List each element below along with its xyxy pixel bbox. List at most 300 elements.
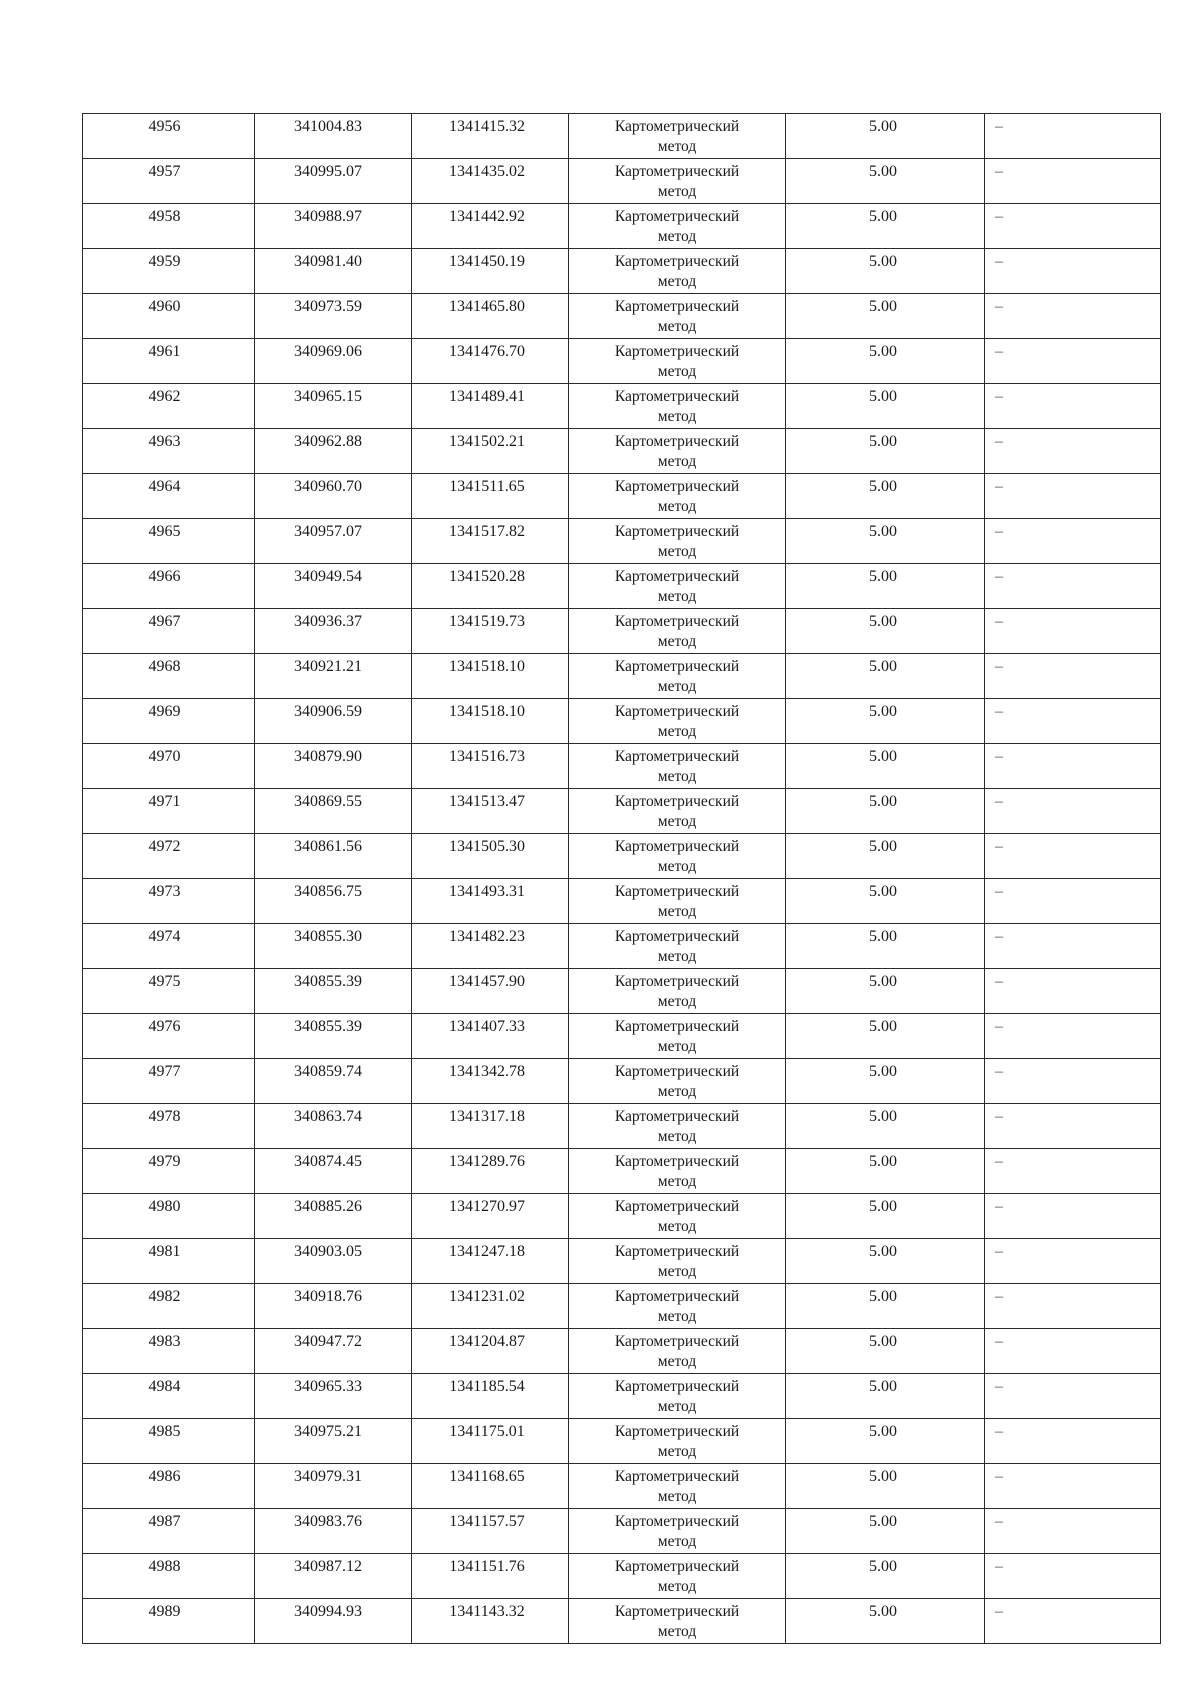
method-line-1: Картометрический bbox=[614, 388, 740, 405]
method-line-1: Картометрический bbox=[614, 568, 740, 585]
accuracy-cell: 5.00 bbox=[786, 1014, 985, 1059]
y-coordinate-cell: 1341511.65 bbox=[412, 474, 569, 519]
table-row bbox=[83, 879, 1161, 924]
description-cell: – bbox=[985, 519, 1161, 564]
method-line-1: Картометрический bbox=[614, 1108, 740, 1125]
method-line-2: метод bbox=[657, 723, 697, 740]
point-number-cell: 4966 bbox=[83, 564, 255, 609]
table-row bbox=[83, 474, 1161, 519]
method-line-2: метод bbox=[657, 768, 697, 785]
point-number-cell: 4983 bbox=[83, 1329, 255, 1374]
description-cell: – bbox=[985, 1464, 1161, 1509]
coordinates-table bbox=[82, 113, 1161, 1644]
description-cell: – bbox=[985, 1599, 1161, 1644]
accuracy-cell: 5.00 bbox=[786, 474, 985, 519]
point-number-cell: 4972 bbox=[83, 834, 255, 879]
point-number-cell: 4957 bbox=[83, 159, 255, 204]
y-coordinate-cell: 1341157.57 bbox=[412, 1509, 569, 1554]
description-cell: – bbox=[985, 384, 1161, 429]
y-coordinate-cell: 1341457.90 bbox=[412, 969, 569, 1014]
point-number-cell: 4974 bbox=[83, 924, 255, 969]
description-cell: – bbox=[985, 1149, 1161, 1194]
point-number-cell: 4985 bbox=[83, 1419, 255, 1464]
accuracy-cell: 5.00 bbox=[786, 924, 985, 969]
method-cell bbox=[569, 1464, 786, 1509]
y-coordinate-cell: 1341168.65 bbox=[412, 1464, 569, 1509]
method-line-1: Картометрический bbox=[614, 1198, 740, 1215]
accuracy-cell: 5.00 bbox=[786, 519, 985, 564]
method-line-2: метод bbox=[657, 633, 697, 650]
method-cell bbox=[569, 384, 786, 429]
table-row bbox=[83, 1419, 1161, 1464]
method-line-2: метод bbox=[657, 1308, 697, 1325]
x-coordinate-cell: 340874.45 bbox=[255, 1149, 412, 1194]
x-coordinate-cell: 340987.12 bbox=[255, 1554, 412, 1599]
x-coordinate-cell: 340969.06 bbox=[255, 339, 412, 384]
table-row bbox=[83, 699, 1161, 744]
description-cell: – bbox=[985, 294, 1161, 339]
method-cell bbox=[569, 1329, 786, 1374]
description-cell: – bbox=[985, 609, 1161, 654]
table-body bbox=[83, 114, 1161, 1644]
method-cell bbox=[569, 1239, 786, 1284]
method-line-2: метод bbox=[657, 228, 697, 245]
method-line-1: Картометрический bbox=[614, 793, 740, 810]
table-row bbox=[83, 1194, 1161, 1239]
y-coordinate-cell: 1341151.76 bbox=[412, 1554, 569, 1599]
y-coordinate-cell: 1341517.82 bbox=[412, 519, 569, 564]
accuracy-cell: 5.00 bbox=[786, 1509, 985, 1554]
method-line-1: Картометрический bbox=[614, 613, 740, 630]
point-number-cell: 4984 bbox=[83, 1374, 255, 1419]
x-coordinate-cell: 340981.40 bbox=[255, 249, 412, 294]
point-number-cell: 4962 bbox=[83, 384, 255, 429]
description-cell: – bbox=[985, 429, 1161, 474]
method-line-1: Картометрический bbox=[614, 163, 740, 180]
description-cell: – bbox=[985, 879, 1161, 924]
y-coordinate-cell: 1341407.33 bbox=[412, 1014, 569, 1059]
point-number-cell: 4982 bbox=[83, 1284, 255, 1329]
x-coordinate-cell: 340975.21 bbox=[255, 1419, 412, 1464]
method-line-2: метод bbox=[657, 1128, 697, 1145]
method-line-2: метод bbox=[657, 1083, 697, 1100]
point-number-cell: 4970 bbox=[83, 744, 255, 789]
method-cell bbox=[569, 1374, 786, 1419]
accuracy-cell: 5.00 bbox=[786, 1104, 985, 1149]
accuracy-cell: 5.00 bbox=[786, 1239, 985, 1284]
point-number-cell: 4988 bbox=[83, 1554, 255, 1599]
point-number-cell: 4977 bbox=[83, 1059, 255, 1104]
method-cell bbox=[569, 474, 786, 519]
accuracy-cell: 5.00 bbox=[786, 114, 985, 159]
accuracy-cell: 5.00 bbox=[786, 834, 985, 879]
table-row bbox=[83, 1464, 1161, 1509]
method-cell bbox=[569, 519, 786, 564]
description-cell: – bbox=[985, 1239, 1161, 1284]
point-number-cell: 4975 bbox=[83, 969, 255, 1014]
method-line-2: метод bbox=[657, 1353, 697, 1370]
x-coordinate-cell: 340855.39 bbox=[255, 969, 412, 1014]
method-line-2: метод bbox=[657, 1443, 697, 1460]
accuracy-cell: 5.00 bbox=[786, 1329, 985, 1374]
method-line-1: Картометрический bbox=[614, 928, 740, 945]
table-row bbox=[83, 294, 1161, 339]
table-row bbox=[83, 204, 1161, 249]
method-cell bbox=[569, 114, 786, 159]
point-number-cell: 4986 bbox=[83, 1464, 255, 1509]
x-coordinate-cell: 340983.76 bbox=[255, 1509, 412, 1554]
method-line-1: Картометрический bbox=[614, 433, 740, 450]
y-coordinate-cell: 1341518.10 bbox=[412, 699, 569, 744]
x-coordinate-cell: 340949.54 bbox=[255, 564, 412, 609]
y-coordinate-cell: 1341482.23 bbox=[412, 924, 569, 969]
x-coordinate-cell: 340863.74 bbox=[255, 1104, 412, 1149]
point-number-cell: 4969 bbox=[83, 699, 255, 744]
table-row bbox=[83, 1149, 1161, 1194]
method-line-2: метод bbox=[657, 183, 697, 200]
table-row bbox=[83, 564, 1161, 609]
point-number-cell: 4978 bbox=[83, 1104, 255, 1149]
accuracy-cell: 5.00 bbox=[786, 159, 985, 204]
description-cell: – bbox=[985, 744, 1161, 789]
method-line-1: Картометрический bbox=[614, 523, 740, 540]
point-number-cell: 4964 bbox=[83, 474, 255, 519]
method-cell bbox=[569, 834, 786, 879]
y-coordinate-cell: 1341435.02 bbox=[412, 159, 569, 204]
method-line-2: метод bbox=[657, 543, 697, 560]
x-coordinate-cell: 340918.76 bbox=[255, 1284, 412, 1329]
accuracy-cell: 5.00 bbox=[786, 654, 985, 699]
method-line-2: метод bbox=[657, 813, 697, 830]
y-coordinate-cell: 1341175.01 bbox=[412, 1419, 569, 1464]
x-coordinate-cell: 340994.93 bbox=[255, 1599, 412, 1644]
x-coordinate-cell: 340879.90 bbox=[255, 744, 412, 789]
y-coordinate-cell: 1341450.19 bbox=[412, 249, 569, 294]
method-cell bbox=[569, 564, 786, 609]
method-line-2: метод bbox=[657, 273, 697, 290]
table-row bbox=[83, 1284, 1161, 1329]
method-line-2: метод bbox=[657, 948, 697, 965]
description-cell: – bbox=[985, 1104, 1161, 1149]
y-coordinate-cell: 1341518.10 bbox=[412, 654, 569, 699]
table-row bbox=[83, 1554, 1161, 1599]
description-cell: – bbox=[985, 699, 1161, 744]
method-cell bbox=[569, 1104, 786, 1149]
method-line-1: Картометрический bbox=[614, 298, 740, 315]
y-coordinate-cell: 1341342.78 bbox=[412, 1059, 569, 1104]
method-line-2: метод bbox=[657, 453, 697, 470]
method-line-1: Картометрический bbox=[614, 1288, 740, 1305]
method-line-1: Картометрический bbox=[614, 1603, 740, 1620]
description-cell: – bbox=[985, 924, 1161, 969]
y-coordinate-cell: 1341520.28 bbox=[412, 564, 569, 609]
method-cell bbox=[569, 1149, 786, 1194]
method-line-1: Картометрический bbox=[614, 1153, 740, 1170]
point-number-cell: 4981 bbox=[83, 1239, 255, 1284]
x-coordinate-cell: 341004.83 bbox=[255, 114, 412, 159]
x-coordinate-cell: 340859.74 bbox=[255, 1059, 412, 1104]
method-cell bbox=[569, 249, 786, 294]
method-line-2: метод bbox=[657, 1578, 697, 1595]
method-line-2: метод bbox=[657, 498, 697, 515]
point-number-cell: 4963 bbox=[83, 429, 255, 474]
method-cell bbox=[569, 609, 786, 654]
method-line-1: Картометрический bbox=[614, 703, 740, 720]
x-coordinate-cell: 340973.59 bbox=[255, 294, 412, 339]
method-cell bbox=[569, 159, 786, 204]
x-coordinate-cell: 340855.39 bbox=[255, 1014, 412, 1059]
table-row bbox=[83, 1239, 1161, 1284]
point-number-cell: 4976 bbox=[83, 1014, 255, 1059]
method-line-1: Картометрический bbox=[614, 973, 740, 990]
table-row bbox=[83, 1014, 1161, 1059]
table-row bbox=[83, 924, 1161, 969]
x-coordinate-cell: 340965.15 bbox=[255, 384, 412, 429]
method-line-2: метод bbox=[657, 408, 697, 425]
point-number-cell: 4973 bbox=[83, 879, 255, 924]
description-cell: – bbox=[985, 1509, 1161, 1554]
y-coordinate-cell: 1341476.70 bbox=[412, 339, 569, 384]
table-row bbox=[83, 1509, 1161, 1554]
y-coordinate-cell: 1341493.31 bbox=[412, 879, 569, 924]
accuracy-cell: 5.00 bbox=[786, 879, 985, 924]
method-cell bbox=[569, 699, 786, 744]
method-line-1: Картометрический bbox=[614, 1378, 740, 1395]
method-line-2: метод bbox=[657, 678, 697, 695]
method-line-1: Картометрический bbox=[614, 1018, 740, 1035]
point-number-cell: 4965 bbox=[83, 519, 255, 564]
x-coordinate-cell: 340995.07 bbox=[255, 159, 412, 204]
accuracy-cell: 5.00 bbox=[786, 789, 985, 834]
method-line-2: метод bbox=[657, 1263, 697, 1280]
accuracy-cell: 5.00 bbox=[786, 1464, 985, 1509]
description-cell: – bbox=[985, 1554, 1161, 1599]
point-number-cell: 4989 bbox=[83, 1599, 255, 1644]
point-number-cell: 4956 bbox=[83, 114, 255, 159]
accuracy-cell: 5.00 bbox=[786, 384, 985, 429]
table-row bbox=[83, 834, 1161, 879]
method-line-1: Картометрический bbox=[614, 1513, 740, 1530]
method-line-2: метод bbox=[657, 1218, 697, 1235]
table-row bbox=[83, 249, 1161, 294]
accuracy-cell: 5.00 bbox=[786, 609, 985, 654]
table-row bbox=[83, 609, 1161, 654]
table-row bbox=[83, 384, 1161, 429]
method-cell bbox=[569, 789, 786, 834]
point-number-cell: 4958 bbox=[83, 204, 255, 249]
accuracy-cell: 5.00 bbox=[786, 429, 985, 474]
method-line-2: метод bbox=[657, 138, 697, 155]
point-number-cell: 4979 bbox=[83, 1149, 255, 1194]
method-cell bbox=[569, 969, 786, 1014]
description-cell: – bbox=[985, 339, 1161, 384]
method-line-1: Картометрический bbox=[614, 748, 740, 765]
description-cell: – bbox=[985, 789, 1161, 834]
y-coordinate-cell: 1341489.41 bbox=[412, 384, 569, 429]
method-cell bbox=[569, 744, 786, 789]
x-coordinate-cell: 340979.31 bbox=[255, 1464, 412, 1509]
method-line-2: метод bbox=[657, 1398, 697, 1415]
method-line-2: метод bbox=[657, 318, 697, 335]
x-coordinate-cell: 340960.70 bbox=[255, 474, 412, 519]
method-line-1: Картометрический bbox=[614, 1243, 740, 1260]
method-line-1: Картометрический bbox=[614, 118, 740, 135]
point-number-cell: 4980 bbox=[83, 1194, 255, 1239]
table-row bbox=[83, 1104, 1161, 1149]
accuracy-cell: 5.00 bbox=[786, 564, 985, 609]
table-row bbox=[83, 429, 1161, 474]
method-cell bbox=[569, 204, 786, 249]
table-row bbox=[83, 339, 1161, 384]
y-coordinate-cell: 1341247.18 bbox=[412, 1239, 569, 1284]
method-cell bbox=[569, 1284, 786, 1329]
description-cell: – bbox=[985, 1419, 1161, 1464]
method-cell bbox=[569, 1059, 786, 1104]
method-line-1: Картометрический bbox=[614, 478, 740, 495]
method-line-2: метод bbox=[657, 1533, 697, 1550]
point-number-cell: 4968 bbox=[83, 654, 255, 699]
accuracy-cell: 5.00 bbox=[786, 339, 985, 384]
y-coordinate-cell: 1341516.73 bbox=[412, 744, 569, 789]
y-coordinate-cell: 1341502.21 bbox=[412, 429, 569, 474]
point-number-cell: 4959 bbox=[83, 249, 255, 294]
method-cell bbox=[569, 1014, 786, 1059]
description-cell: – bbox=[985, 564, 1161, 609]
method-cell bbox=[569, 1599, 786, 1644]
accuracy-cell: 5.00 bbox=[786, 204, 985, 249]
y-coordinate-cell: 1341505.30 bbox=[412, 834, 569, 879]
description-cell: – bbox=[985, 159, 1161, 204]
description-cell: – bbox=[985, 1329, 1161, 1374]
point-number-cell: 4987 bbox=[83, 1509, 255, 1554]
description-cell: – bbox=[985, 1374, 1161, 1419]
method-line-2: метод bbox=[657, 903, 697, 920]
accuracy-cell: 5.00 bbox=[786, 1194, 985, 1239]
description-cell: – bbox=[985, 654, 1161, 699]
point-number-cell: 4961 bbox=[83, 339, 255, 384]
y-coordinate-cell: 1341465.80 bbox=[412, 294, 569, 339]
x-coordinate-cell: 340988.97 bbox=[255, 204, 412, 249]
accuracy-cell: 5.00 bbox=[786, 249, 985, 294]
method-line-2: метод bbox=[657, 1038, 697, 1055]
y-coordinate-cell: 1341231.02 bbox=[412, 1284, 569, 1329]
y-coordinate-cell: 1341143.32 bbox=[412, 1599, 569, 1644]
y-coordinate-cell: 1341204.87 bbox=[412, 1329, 569, 1374]
method-line-1: Картометрический bbox=[614, 1423, 740, 1440]
accuracy-cell: 5.00 bbox=[786, 1284, 985, 1329]
table-row bbox=[83, 519, 1161, 564]
x-coordinate-cell: 340947.72 bbox=[255, 1329, 412, 1374]
x-coordinate-cell: 340855.30 bbox=[255, 924, 412, 969]
method-line-2: метод bbox=[657, 588, 697, 605]
y-coordinate-cell: 1341270.97 bbox=[412, 1194, 569, 1239]
method-cell bbox=[569, 1554, 786, 1599]
method-cell bbox=[569, 879, 786, 924]
accuracy-cell: 5.00 bbox=[786, 1599, 985, 1644]
table-row bbox=[83, 789, 1161, 834]
method-line-1: Картометрический bbox=[614, 883, 740, 900]
x-coordinate-cell: 340906.59 bbox=[255, 699, 412, 744]
method-line-1: Картометрический bbox=[614, 1558, 740, 1575]
description-cell: – bbox=[985, 249, 1161, 294]
table-row bbox=[83, 114, 1161, 159]
method-line-2: метод bbox=[657, 1488, 697, 1505]
method-cell bbox=[569, 1509, 786, 1554]
table-row bbox=[83, 159, 1161, 204]
point-number-cell: 4971 bbox=[83, 789, 255, 834]
table-row bbox=[83, 654, 1161, 699]
accuracy-cell: 5.00 bbox=[786, 969, 985, 1014]
method-cell bbox=[569, 294, 786, 339]
table-row bbox=[83, 1599, 1161, 1644]
method-line-1: Картометрический bbox=[614, 838, 740, 855]
accuracy-cell: 5.00 bbox=[786, 699, 985, 744]
method-line-2: метод bbox=[657, 993, 697, 1010]
accuracy-cell: 5.00 bbox=[786, 1419, 985, 1464]
method-line-1: Картометрический bbox=[614, 1063, 740, 1080]
method-line-1: Картометрический bbox=[614, 343, 740, 360]
method-line-2: метод bbox=[657, 363, 697, 380]
y-coordinate-cell: 1341415.32 bbox=[412, 114, 569, 159]
method-cell bbox=[569, 654, 786, 699]
x-coordinate-cell: 340869.55 bbox=[255, 789, 412, 834]
table-row bbox=[83, 1374, 1161, 1419]
y-coordinate-cell: 1341317.18 bbox=[412, 1104, 569, 1149]
y-coordinate-cell: 1341442.92 bbox=[412, 204, 569, 249]
table-row bbox=[83, 1059, 1161, 1104]
method-line-1: Картометрический bbox=[614, 658, 740, 675]
description-cell: – bbox=[985, 114, 1161, 159]
method-cell bbox=[569, 429, 786, 474]
y-coordinate-cell: 1341185.54 bbox=[412, 1374, 569, 1419]
method-cell bbox=[569, 924, 786, 969]
description-cell: – bbox=[985, 474, 1161, 519]
accuracy-cell: 5.00 bbox=[786, 1554, 985, 1599]
description-cell: – bbox=[985, 1194, 1161, 1239]
method-cell bbox=[569, 339, 786, 384]
x-coordinate-cell: 340861.56 bbox=[255, 834, 412, 879]
x-coordinate-cell: 340856.75 bbox=[255, 879, 412, 924]
description-cell: – bbox=[985, 834, 1161, 879]
table-row bbox=[83, 744, 1161, 789]
method-line-2: метод bbox=[657, 1623, 697, 1640]
y-coordinate-cell: 1341519.73 bbox=[412, 609, 569, 654]
x-coordinate-cell: 340885.26 bbox=[255, 1194, 412, 1239]
y-coordinate-cell: 1341289.76 bbox=[412, 1149, 569, 1194]
table-row bbox=[83, 969, 1161, 1014]
accuracy-cell: 5.00 bbox=[786, 1059, 985, 1104]
accuracy-cell: 5.00 bbox=[786, 1374, 985, 1419]
accuracy-cell: 5.00 bbox=[786, 744, 985, 789]
description-cell: – bbox=[985, 1014, 1161, 1059]
description-cell: – bbox=[985, 1059, 1161, 1104]
y-coordinate-cell: 1341513.47 bbox=[412, 789, 569, 834]
description-cell: – bbox=[985, 1284, 1161, 1329]
method-line-1: Картометрический bbox=[614, 253, 740, 270]
x-coordinate-cell: 340936.37 bbox=[255, 609, 412, 654]
x-coordinate-cell: 340962.88 bbox=[255, 429, 412, 474]
x-coordinate-cell: 340957.07 bbox=[255, 519, 412, 564]
method-line-2: метод bbox=[657, 858, 697, 875]
x-coordinate-cell: 340965.33 bbox=[255, 1374, 412, 1419]
description-cell: – bbox=[985, 969, 1161, 1014]
accuracy-cell: 5.00 bbox=[786, 294, 985, 339]
method-cell bbox=[569, 1419, 786, 1464]
description-cell: – bbox=[985, 204, 1161, 249]
x-coordinate-cell: 340921.21 bbox=[255, 654, 412, 699]
method-line-2: метод bbox=[657, 1173, 697, 1190]
method-line-1: Картометрический bbox=[614, 1468, 740, 1485]
